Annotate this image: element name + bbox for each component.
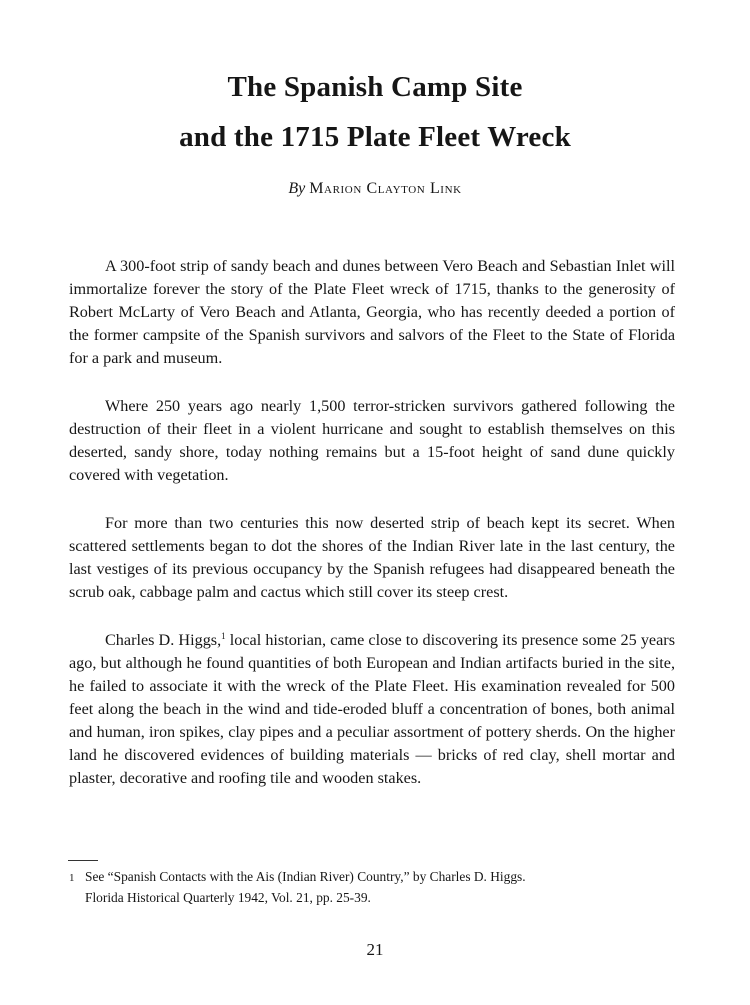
paragraph-1: A 300-foot strip of sandy beach and dunes between Vero Beach and Sebastian Inlet will immortalize forever the story of the Plate Fleet wreck of 1715, thanks to the generosity of Robert McLarty of Vero Beach and Atlanta, Georgia, who has recently deeded a portion of the former campsite of the Spanish survivors and salvors of the Fleet to the State of Florida for a park and museum.	[69, 257, 675, 367]
article-title-line-2: and the 1715 Plate Fleet Wreck	[179, 121, 571, 153]
footnote-line-1: See “Spanish Contacts with the Ais (Indian River) Country,” by Charles D. Higgs.	[85, 869, 526, 884]
footnote-divider	[68, 860, 98, 861]
footnote-marker: 1	[69, 872, 75, 884]
author-name: Marion Clayton Link	[309, 180, 462, 197]
paragraph-4	[69, 629, 675, 790]
article-body	[69, 255, 675, 815]
article-title-line-1: The Spanish Camp Site	[227, 71, 523, 103]
footnote	[69, 867, 675, 907]
byline	[0, 181, 750, 197]
paragraph-2: Where 250 years ago nearly 1,500 terror-stricken survivors gathered following the destruction of their fleet in a violent hurricane and sought to establish themselves on this deserted, sandy shore, today nothing remains but a 15-foot height of sand dune quickly covered with vegetation.	[69, 397, 675, 484]
byline-prefix: By	[288, 180, 306, 197]
footnote-line-2: Florida Historical Quarterly 1942, Vol. 21, pp. 25-39.	[85, 890, 371, 905]
paragraph-4-start: Charles D. Higgs,	[105, 631, 222, 649]
paragraph-3: For more than two centuries this now deserted strip of beach kept its secret. When scattered settlements began to dot the shores of the Indian River late in the last century, the last vestiges of its previous occupancy by the Spanish refugees had disappeared beneath the scrub oak, cabbage palm and cactus which still cover its steep crest.	[69, 514, 675, 601]
footnote-reference: 1	[221, 631, 226, 641]
page-number: 21	[366, 940, 384, 959]
paragraph-4-rest: local historian, came close to discovering its presence some 25 years ago, but although he found quantities of both European and Indian artifacts buried in the site, he failed to associate it with the wreck of the Plate Fleet. His examination revealed for 500 feet along the beach in the wind and tide-eroded bluff a concentration of bones, both animal and human, iron spikes, clay pipes and a peculiar assortment of pottery sherds. On the higher land he discovered evidences of building materials — bricks of red clay, shell mortar and plaster, decorative and roofing tile and wooden stakes.	[69, 631, 675, 787]
